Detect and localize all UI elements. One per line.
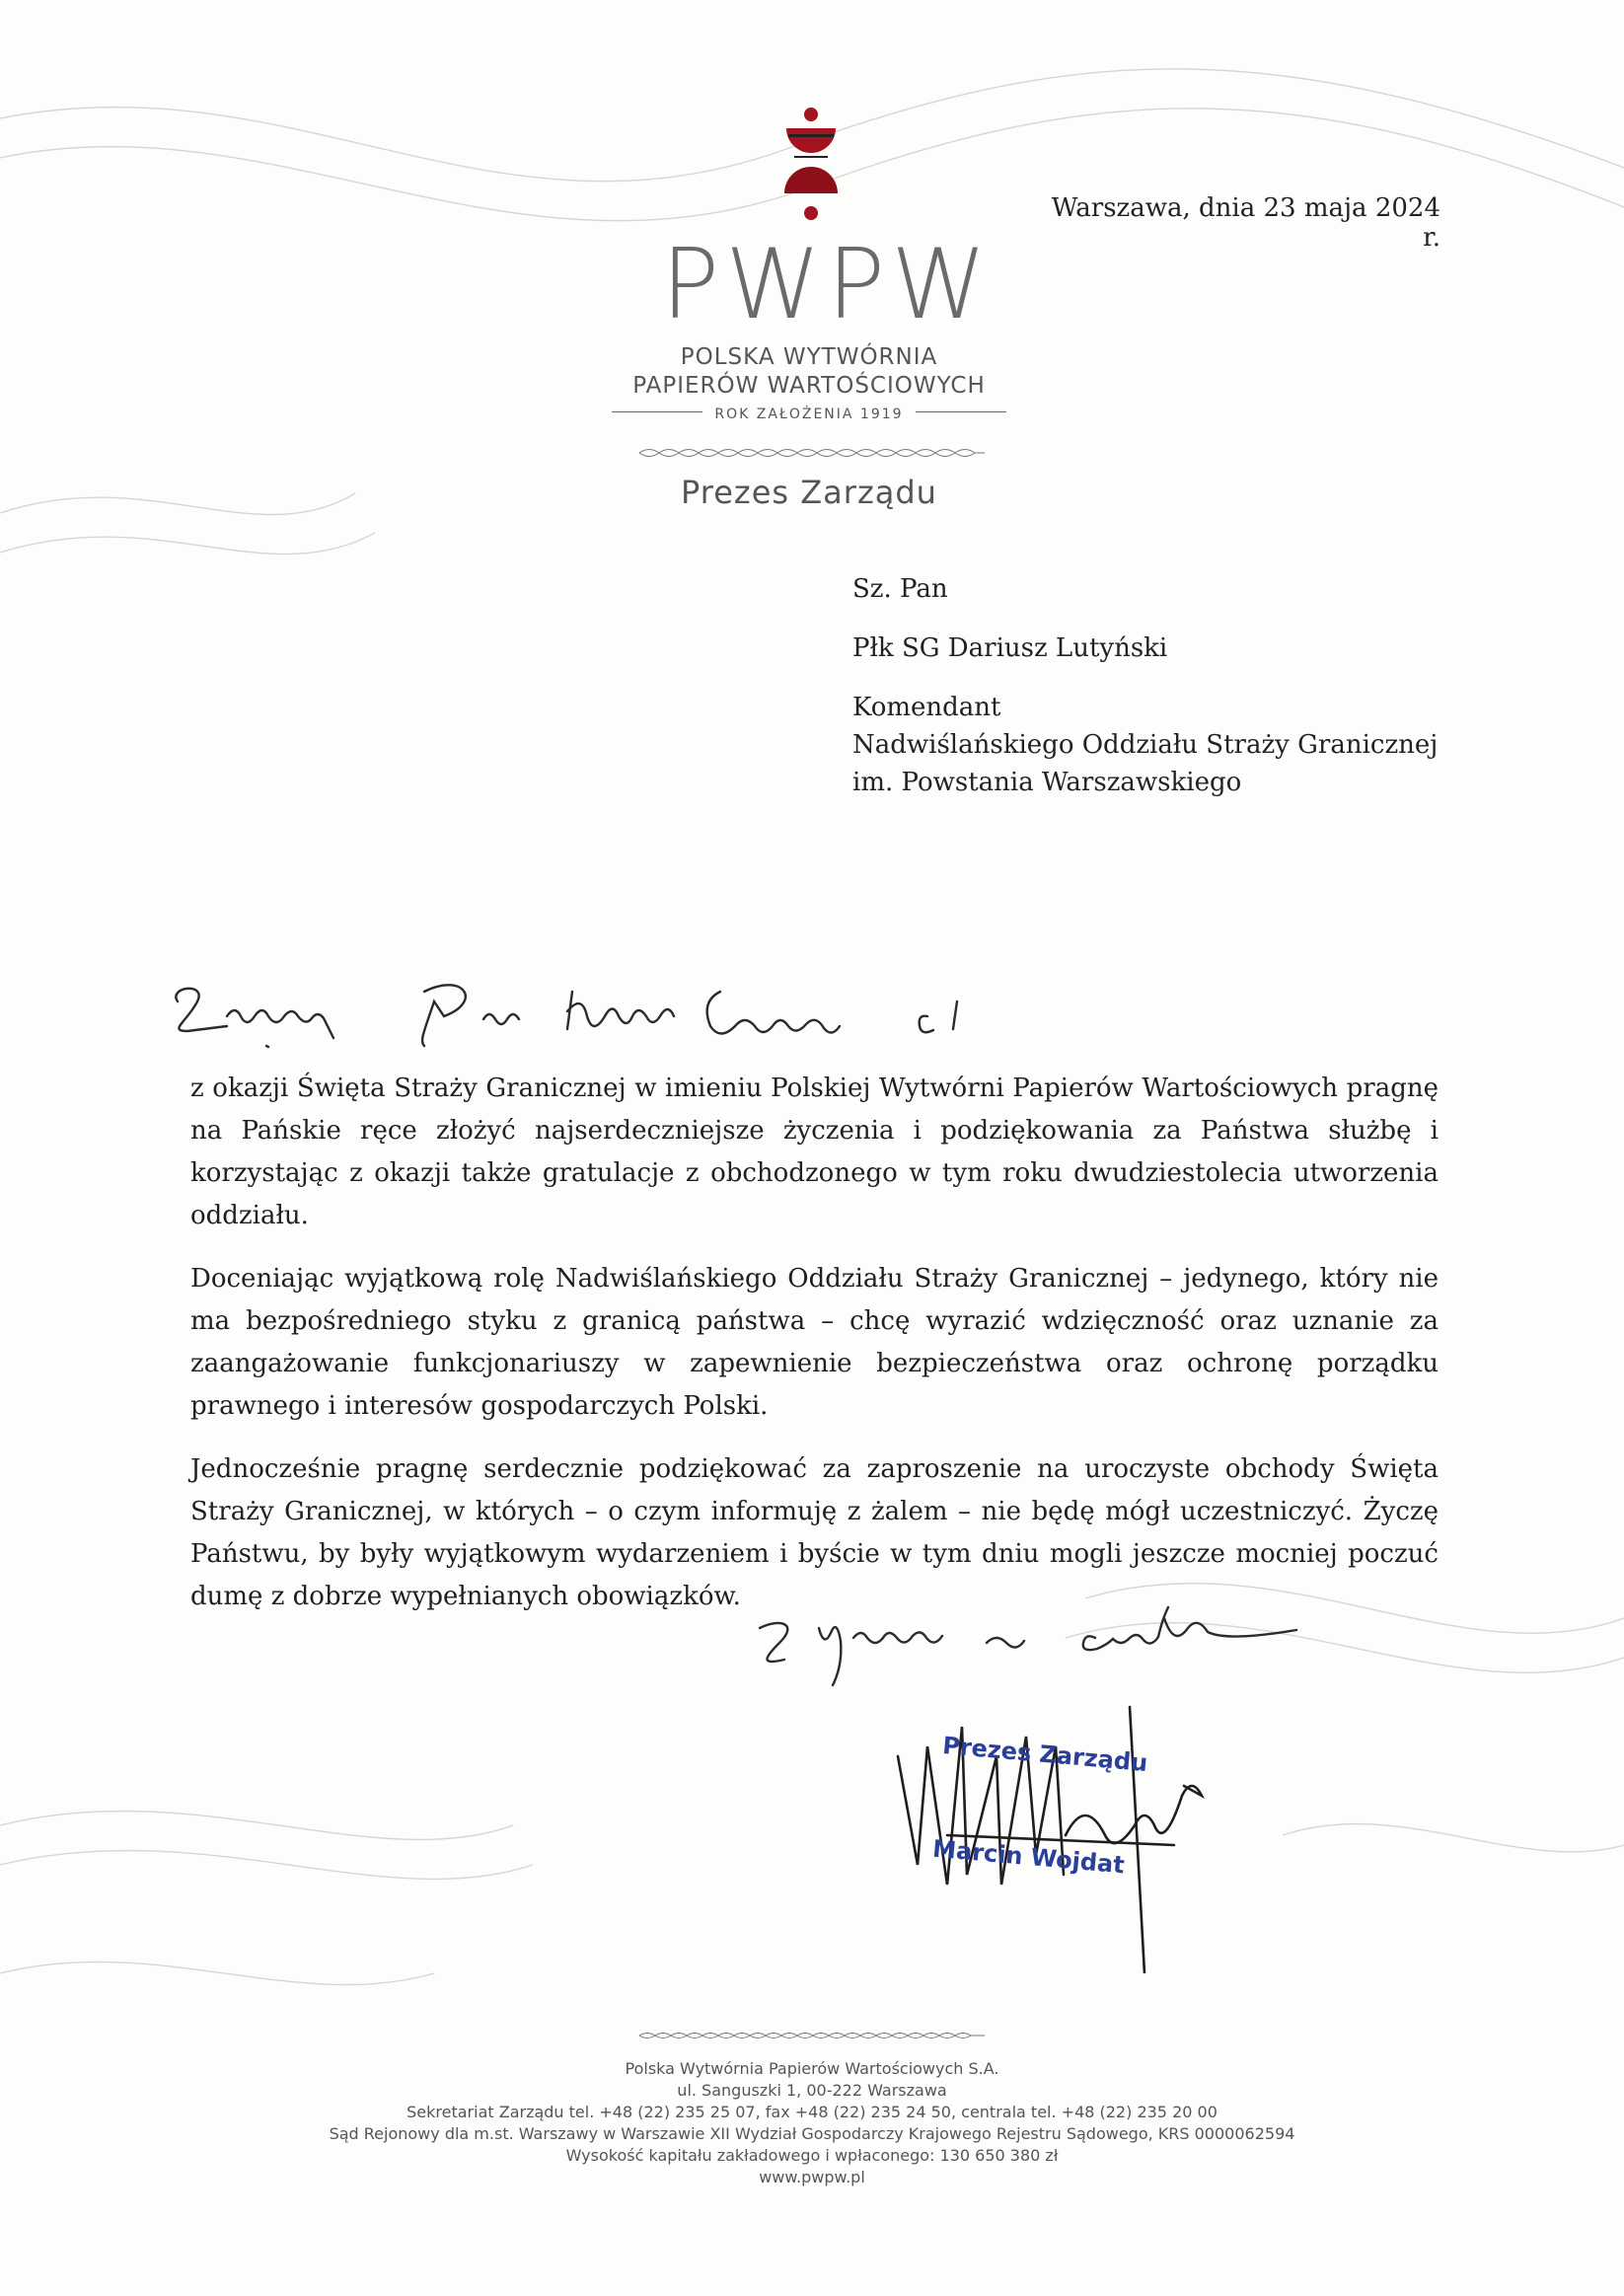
- footer-website[interactable]: www.pwpw.pl: [759, 2168, 865, 2186]
- recipient-block: [852, 570, 1438, 801]
- letter-date: Warszawa, dnia 23 maja 2024 r.: [1051, 193, 1440, 253]
- recipient-unit-line1: Nadwiślańskiego Oddziału Straży Granicznej: [852, 730, 1439, 760]
- footer-phones: Sekretariat Zarządu tel. +48 (22) 235 25 07, fax +48 (22) 235 24 50, centrala tel. +48 (22) 235 20 00: [406, 2103, 1218, 2121]
- founded-text: ROK ZAŁOŻENIA 1919: [714, 407, 904, 422]
- handwritten-closing: [740, 1598, 1371, 1687]
- footer-court: Sąd Rejonowy dla m.st. Warszawy w Warszawie XII Wydział Gospodarczy Krajowego Rejestru Sądowego, KRS 0000062594: [329, 2124, 1295, 2143]
- body-paragraph-1: z okazji Święta Straży Granicznej w imieniu Polskiej Wytwórni Papierów Wartościowych pragnę na Pańskie ręce złożyć najserdeczniejsze życzenia i podziękowania za Państwa służbę i korzystając z okazji także gratulacje z obchodzonego w tym roku dwudziestolecia utworzenia oddziału.: [190, 1074, 1439, 1230]
- letter-footer: [247, 2058, 1377, 2188]
- guilloche-band-icon: [639, 446, 985, 460]
- divider: [612, 411, 702, 412]
- body-paragraph-2: Doceniając wyjątkową rolę Nadwiślańskiego Oddziału Straży Granicznej – jedynego, który nie ma bezpośredniego styku z granicą państwa – chcę wyrazić wdzięczność oraz uznanie za zaangażowanie funkcjonariuszy w zapewnienie bezpieczeństwa oraz ochronę porządku prawnego i interesów gospodarczych Polski.: [190, 1264, 1439, 1421]
- office-title: Prezes Zarządu: [681, 474, 937, 511]
- footer-address: ul. Sanguszki 1, 00-222 Warszawa: [677, 2081, 947, 2100]
- recipient-honorific: Sz. Pan: [852, 574, 948, 604]
- company-name-block: [612, 343, 1006, 422]
- letter-body: [190, 1068, 1439, 1639]
- body-paragraph-3: Jednocześnie pragnę serdecznie podziękować za zaproszenie na uroczyste obchody Święta Straży Granicznej, w których – o czym informuję z żalem – nie będę mógł uczestniczyć. Życzę Państwu, by były wyjątkowym wydarzeniem i byście w tym dniu mogli jeszcze mocniej poczuć dumę z dobrze wypełnianych obowiązków.: [190, 1454, 1439, 1611]
- company-name-line2: PAPIERÓW WARTOŚCIOWYCH: [632, 373, 986, 399]
- stamp-name: Marcin Wojdat: [931, 1834, 1126, 1880]
- handwritten-signature: [888, 1687, 1243, 1973]
- stamp-title: Prezes Zarządu: [941, 1731, 1149, 1778]
- pwpw-logo-icon: [776, 107, 846, 235]
- footer-company: Polska Wytwórnia Papierów Wartościowych S.A.: [625, 2059, 999, 2078]
- divider: [916, 411, 1006, 412]
- recipient-unit-line2: im. Powstania Warszawskiego: [852, 768, 1242, 797]
- footer-capital: Wysokość kapitału zakładowego i wpłaconego: 130 650 380 zł: [565, 2146, 1059, 2165]
- founded-row: [612, 401, 1006, 422]
- company-name-line1: POLSKA WYTWÓRNIA: [680, 344, 938, 370]
- recipient-title: Komendant: [852, 693, 1001, 722]
- recipient-name: Płk SG Dariusz Lutyński: [852, 633, 1168, 663]
- handwritten-salutation: [168, 972, 1016, 1051]
- footer-guilloche-icon: [639, 2031, 985, 2040]
- logo-wordmark: PWPW: [661, 229, 993, 341]
